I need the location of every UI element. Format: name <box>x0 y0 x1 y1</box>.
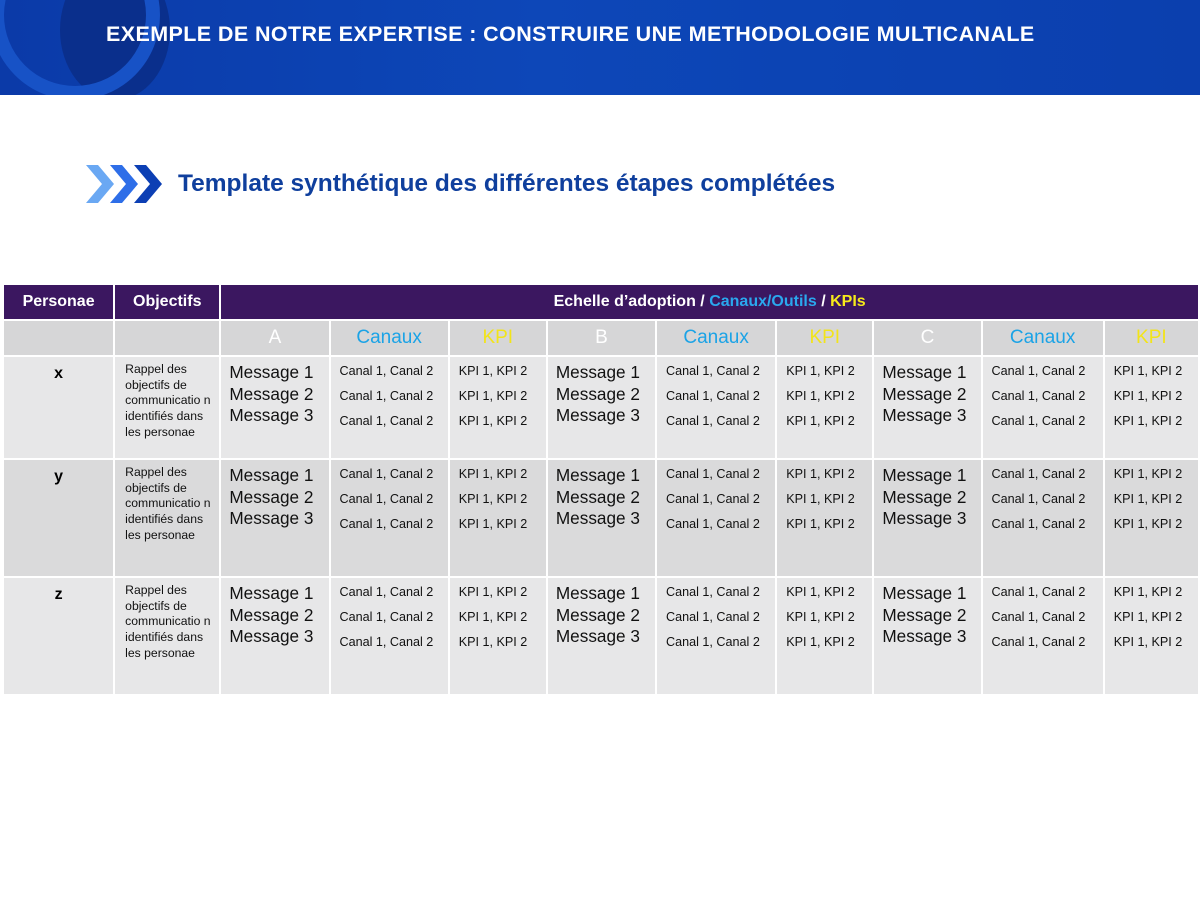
chevrons-icon <box>86 161 164 207</box>
message-item: Message 2 <box>555 383 640 404</box>
kpi-item: KPI 1, KPI 2 <box>458 364 528 378</box>
subheader-canaux: Canaux <box>983 321 1103 355</box>
section-heading <box>86 160 835 208</box>
page-title: EXEMPLE DE NOTRE EXPERTISE : CONSTRUIRE UNE METHODOLOGIE MULTICANALE <box>106 22 1035 46</box>
canaux-cell <box>983 460 1103 576</box>
messages-cell <box>221 578 328 694</box>
kpi-item: KPI 1, KPI 2 <box>786 364 855 378</box>
message-item: Message 1 <box>555 465 640 485</box>
message-item: Message 1 <box>229 362 314 382</box>
kpi-item: KPI 1, KPI 2 <box>1113 492 1183 506</box>
subheader-kpi: KPI <box>1105 321 1198 355</box>
kpi-item: KPI 1, KPI 2 <box>458 414 528 428</box>
canaux-cell <box>983 357 1103 458</box>
kpi-item: KPI 1, KPI 2 <box>1113 517 1183 531</box>
kpi-item: KPI 1, KPI 2 <box>458 517 528 531</box>
canal-item: Canal 1, Canal 2 <box>339 635 434 649</box>
kpi-cell <box>1105 357 1198 458</box>
message-item: Message 1 <box>555 362 640 382</box>
kpi-item: KPI 1, KPI 2 <box>458 635 528 649</box>
kpi-cell <box>450 460 546 576</box>
table-row <box>4 460 1198 576</box>
kpi-cell <box>450 357 546 458</box>
subheader-kpi: KPI <box>777 321 872 355</box>
persona-cell: x <box>4 357 113 458</box>
messages-cell <box>874 578 980 694</box>
persona-cell: y <box>4 460 113 576</box>
kpi-cell <box>1105 578 1198 694</box>
col-header-echelle <box>221 285 1198 319</box>
canaux-cell <box>657 578 775 694</box>
message-item: Message 2 <box>229 486 314 507</box>
message-item: Message 3 <box>555 626 640 646</box>
message-item: Message 3 <box>882 626 967 646</box>
kpi-item: KPI 1, KPI 2 <box>458 585 528 599</box>
message-item: Message 2 <box>882 604 967 625</box>
canal-item: Canal 1, Canal 2 <box>339 610 434 624</box>
kpi-item: KPI 1, KPI 2 <box>1113 610 1183 624</box>
canaux-cell <box>331 357 448 458</box>
echelle-separator: / <box>821 293 826 310</box>
subheader-empty-objectifs <box>115 321 219 355</box>
canal-item: Canal 1, Canal 2 <box>666 492 760 506</box>
subheader-row <box>4 321 1198 355</box>
subheader-canaux: Canaux <box>331 321 448 355</box>
message-item: Message 2 <box>555 604 640 625</box>
subheader-stage: B <box>548 321 655 355</box>
subheader-stage: A <box>221 321 328 355</box>
canal-item: Canal 1, Canal 2 <box>339 585 434 599</box>
messages-cell <box>221 357 328 458</box>
canal-item: Canal 1, Canal 2 <box>666 389 760 403</box>
kpi-cell <box>1105 460 1198 576</box>
kpi-item: KPI 1, KPI 2 <box>458 389 528 403</box>
canal-item: Canal 1, Canal 2 <box>666 364 760 378</box>
kpi-item: KPI 1, KPI 2 <box>1113 414 1183 428</box>
section-subtitle: Template synthétique des différentes étapes complétées <box>178 170 836 197</box>
kpi-item: KPI 1, KPI 2 <box>786 610 855 624</box>
col-header-objectifs: Objectifs <box>115 285 219 319</box>
canal-item: Canal 1, Canal 2 <box>991 389 1086 403</box>
kpi-item: KPI 1, KPI 2 <box>458 467 528 481</box>
message-item: Message 2 <box>882 383 967 404</box>
message-item: Message 3 <box>882 508 967 528</box>
canal-item: Canal 1, Canal 2 <box>991 517 1086 531</box>
kpi-item: KPI 1, KPI 2 <box>458 492 528 506</box>
message-item: Message 1 <box>229 583 314 603</box>
message-item: Message 3 <box>229 405 314 425</box>
message-item: Message 1 <box>882 583 967 603</box>
message-item: Message 2 <box>229 604 314 625</box>
objectif-cell: Rappel des objectifs de communicatio n identifiés dans les personae <box>115 578 219 694</box>
message-item: Message 3 <box>229 508 314 528</box>
canal-item: Canal 1, Canal 2 <box>666 610 760 624</box>
canal-item: Canal 1, Canal 2 <box>666 467 760 481</box>
canal-item: Canal 1, Canal 2 <box>666 635 760 649</box>
header-banner <box>0 0 1200 95</box>
message-item: Message 2 <box>882 486 967 507</box>
canal-item: Canal 1, Canal 2 <box>666 585 760 599</box>
kpi-item: KPI 1, KPI 2 <box>786 492 855 506</box>
kpi-item: KPI 1, KPI 2 <box>1113 467 1183 481</box>
messages-cell <box>874 357 980 458</box>
kpi-item: KPI 1, KPI 2 <box>1113 389 1183 403</box>
col-header-personae: Personae <box>4 285 113 319</box>
canal-item: Canal 1, Canal 2 <box>666 517 760 531</box>
subheader-empty-personae <box>4 321 113 355</box>
echelle-canaux-label: Canaux/Outils <box>709 293 817 310</box>
header-row <box>4 285 1198 319</box>
message-item: Message 2 <box>555 486 640 507</box>
canal-item: Canal 1, Canal 2 <box>339 492 434 506</box>
canal-item: Canal 1, Canal 2 <box>991 610 1086 624</box>
canal-item: Canal 1, Canal 2 <box>339 389 434 403</box>
message-item: Message 1 <box>882 465 967 485</box>
persona-cell: z <box>4 578 113 694</box>
table-row <box>4 578 1198 694</box>
canaux-cell <box>331 578 448 694</box>
canal-item: Canal 1, Canal 2 <box>339 467 434 481</box>
subheader-kpi: KPI <box>450 321 546 355</box>
table-row <box>4 357 1198 458</box>
canaux-cell <box>331 460 448 576</box>
canaux-cell <box>983 578 1103 694</box>
kpi-item: KPI 1, KPI 2 <box>786 585 855 599</box>
messages-cell <box>548 578 655 694</box>
kpi-item: KPI 1, KPI 2 <box>1113 635 1183 649</box>
objectif-cell: Rappel des objectifs de communicatio n identifiés dans les personae <box>115 460 219 576</box>
kpi-item: KPI 1, KPI 2 <box>786 517 855 531</box>
kpi-item: KPI 1, KPI 2 <box>458 610 528 624</box>
canaux-cell <box>657 460 775 576</box>
message-item: Message 3 <box>555 508 640 528</box>
kpi-item: KPI 1, KPI 2 <box>786 414 855 428</box>
echelle-label: Echelle d’adoption / <box>553 293 705 310</box>
kpi-cell <box>777 578 872 694</box>
messages-cell <box>874 460 980 576</box>
kpi-cell <box>777 460 872 576</box>
messages-cell <box>548 357 655 458</box>
canal-item: Canal 1, Canal 2 <box>991 492 1086 506</box>
canaux-cell <box>657 357 775 458</box>
message-item: Message 3 <box>555 405 640 425</box>
subheader-canaux: Canaux <box>657 321 775 355</box>
message-item: Message 1 <box>229 465 314 485</box>
message-item: Message 3 <box>229 626 314 646</box>
messages-cell <box>548 460 655 576</box>
canal-item: Canal 1, Canal 2 <box>339 517 434 531</box>
canal-item: Canal 1, Canal 2 <box>991 635 1086 649</box>
canal-item: Canal 1, Canal 2 <box>991 585 1086 599</box>
messages-cell <box>221 460 328 576</box>
kpi-item: KPI 1, KPI 2 <box>786 467 855 481</box>
kpi-item: KPI 1, KPI 2 <box>1113 585 1183 599</box>
synthesis-table <box>2 283 1200 696</box>
canal-item: Canal 1, Canal 2 <box>666 414 760 428</box>
canal-item: Canal 1, Canal 2 <box>339 414 434 428</box>
message-item: Message 1 <box>882 362 967 382</box>
canal-item: Canal 1, Canal 2 <box>339 364 434 378</box>
canal-item: Canal 1, Canal 2 <box>991 467 1086 481</box>
objectif-cell: Rappel des objectifs de communicatio n identifiés dans les personae <box>115 357 219 458</box>
kpi-item: KPI 1, KPI 2 <box>1113 364 1183 378</box>
message-item: Message 3 <box>882 405 967 425</box>
kpi-cell <box>777 357 872 458</box>
canal-item: Canal 1, Canal 2 <box>991 364 1086 378</box>
kpi-item: KPI 1, KPI 2 <box>786 635 855 649</box>
subheader-stage: C <box>874 321 980 355</box>
canal-item: Canal 1, Canal 2 <box>991 414 1086 428</box>
message-item: Message 1 <box>555 583 640 603</box>
kpi-cell <box>450 578 546 694</box>
message-item: Message 2 <box>229 383 314 404</box>
kpi-item: KPI 1, KPI 2 <box>786 389 855 403</box>
echelle-kpis-label: KPIs <box>830 293 866 310</box>
